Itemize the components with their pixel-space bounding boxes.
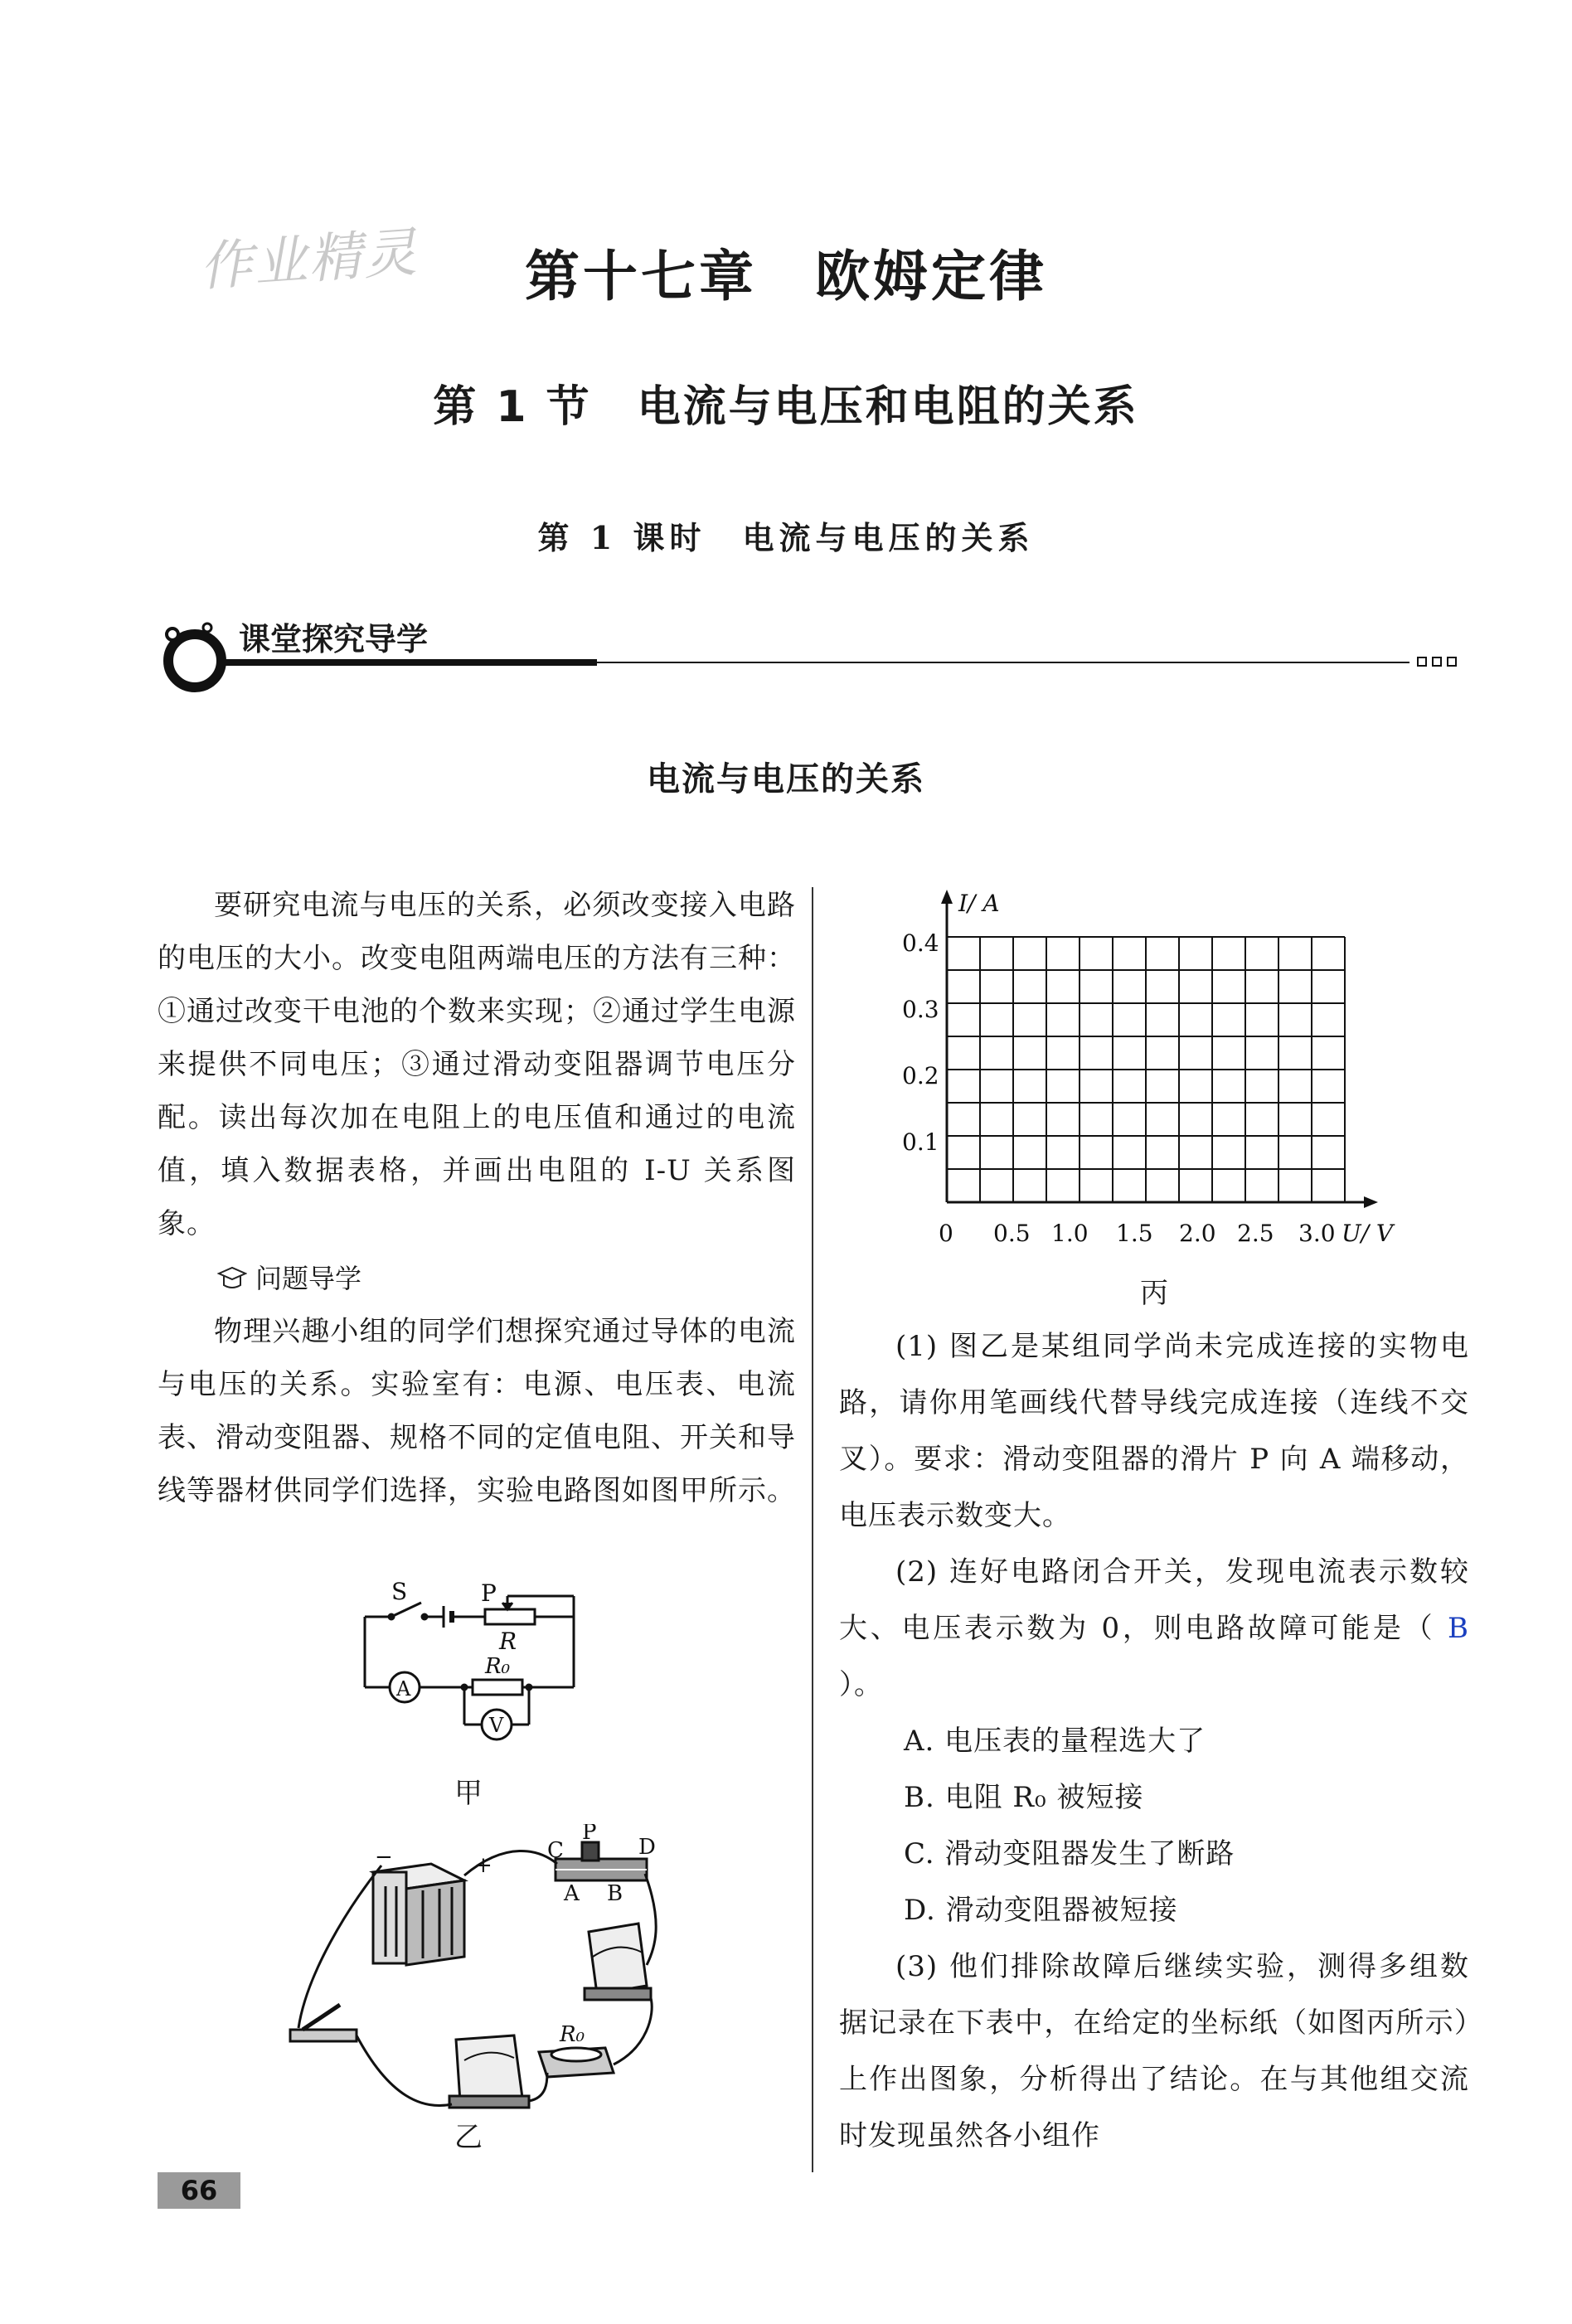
x-tick-3.0: 3.0: [1298, 1220, 1336, 1247]
label-switch: S: [391, 1579, 408, 1605]
section-title: 第 1 节 电流与电压和电阻的关系: [433, 382, 1139, 432]
label-pos: +: [474, 1853, 492, 1878]
page-number: 66: [158, 2172, 240, 2209]
label-resistor: R₀: [485, 1654, 510, 1679]
label-a: A: [564, 1881, 580, 1906]
question-2: [839, 1544, 1469, 1713]
problem-paragraph: 物理兴趣小组的同学们想探究通过导体的电流与电压的关系。实验室有：电源、电压表、电流表、滑动变阻器、规格不同的定值电阻、开关和导线等器材供同学们选择，实验电路图如图甲所示。: [158, 1315, 796, 1507]
y-tick-0.3: 0.3: [902, 996, 939, 1023]
label-r0: R₀: [560, 2022, 585, 2047]
option-d: D. 滑动变阻器被短接: [904, 1894, 1178, 1927]
x-tick-1.0: 1.0: [1051, 1220, 1089, 1247]
question-1: (1) 图乙是某组同学尚未完成连接的实物电路，请你用笔画线代替导线完成连接（连线不交叉）。要求：滑动变阻器的滑片 P 向 A 端移动，电压表示数变大。: [839, 1330, 1469, 1532]
y-axis-arrow: [941, 890, 953, 904]
left-column: [158, 879, 796, 1517]
graduation-cap-icon: [217, 1265, 247, 1292]
label-c: C: [547, 1838, 564, 1863]
option-a: A. 电压表的量程选大了: [904, 1725, 1206, 1758]
option-c: C. 滑动变阻器发生了断路: [904, 1837, 1235, 1870]
y-axis-label: I/ A: [958, 890, 1000, 917]
banner-label: 课堂探究导学: [239, 621, 429, 657]
caption-bing: 丙: [1140, 1277, 1168, 1310]
label-rheostat: R: [499, 1628, 517, 1655]
label-voltmeter: V: [489, 1714, 504, 1737]
circuit-diagram-jia: [348, 1579, 614, 1778]
x-tick-0.5: 0.5: [993, 1220, 1031, 1247]
lesson-title: 第 1 课时 电流与电压的关系: [537, 519, 1035, 556]
problem-tag-label: 问题导学: [255, 1263, 362, 1294]
label-d: D: [638, 1835, 656, 1860]
label-b: B: [607, 1881, 623, 1906]
question-2-close: ）。: [839, 1668, 883, 1701]
question-2-text: (2) 连好电路闭合开关，发现电流表示数较大、电压表示数为 0，则电路故障可能是（: [839, 1555, 1469, 1645]
x-axis-label: U/ V: [1342, 1220, 1394, 1247]
label-ammeter: A: [396, 1677, 411, 1701]
intro-paragraph: 要研究电流与电压的关系，必须改变接入电路的电压的大小。改变电阻两端电压的方法有三种：①通过改变干电池的个数来实现；②通过学生电源来提供不同电压；③通过滑动变阻器调节电压分配。读出每次加在电阻上的电压值和通过的电流值，填入数据表格，并画出电阻的 I-U 关系图象。: [158, 889, 796, 1240]
caption-jia: 甲: [454, 1777, 483, 1810]
x-axis-arrow: [1364, 1196, 1378, 1208]
watermark: 作业精灵: [197, 221, 420, 299]
caption-yi: 乙: [454, 2121, 483, 2154]
option-b: B. 电阻 R₀ 被短接: [904, 1781, 1144, 1814]
y-tick-0.2: 0.2: [902, 1062, 939, 1089]
sub-heading: 电流与电压的关系: [647, 760, 925, 798]
problem-tag: [217, 1252, 796, 1305]
chapter-title: 第十七章 欧姆定律: [525, 244, 1047, 308]
origin-label: 0: [939, 1220, 953, 1247]
graph-grid-bing: [895, 883, 1409, 1273]
apparatus-figure-yi: [274, 1824, 672, 2147]
x-tick-1.5: 1.5: [1116, 1220, 1153, 1247]
x-tick-2.0: 2.0: [1179, 1220, 1216, 1247]
column-divider: [812, 887, 813, 2172]
label-slider: P: [481, 1579, 497, 1607]
right-column: [839, 1318, 1469, 2164]
x-tick-2.5: 2.5: [1237, 1220, 1274, 1247]
y-tick-0.4: 0.4: [902, 929, 939, 957]
label-neg: −: [375, 1845, 393, 1870]
y-tick-0.1: 0.1: [902, 1128, 939, 1156]
question-3: (3) 他们排除故障后继续实验，测得多组数据记录在下表中，在给定的坐标纸（如图丙所示）上作出图象，分析得出了结论。在与其他组交流时发现虽然各小组作: [839, 1950, 1469, 2152]
question-2-answer: B: [1448, 1612, 1469, 1645]
label-p: P: [582, 1824, 597, 1845]
